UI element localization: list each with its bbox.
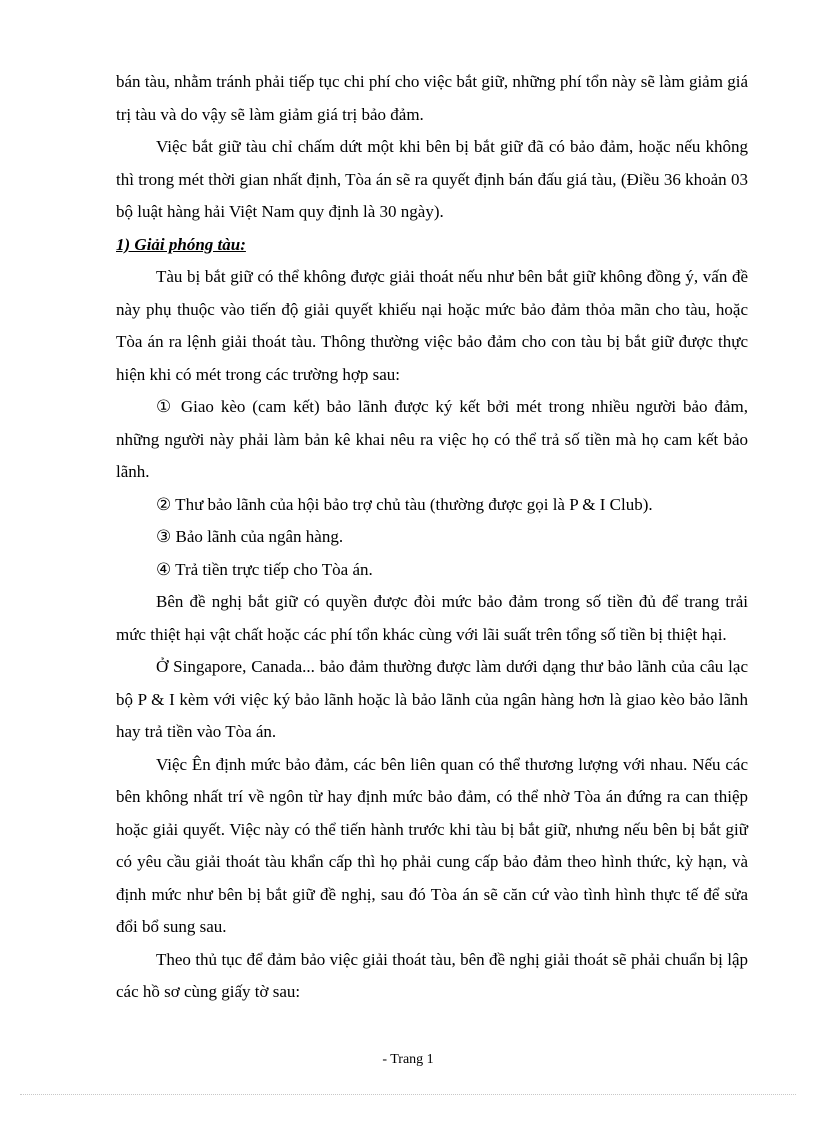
page-footer: - Trang 1 bbox=[382, 1052, 434, 1067]
section-heading-release: 1) Giải phóng tàu: bbox=[116, 234, 246, 254]
paragraph-release: Tàu bị bắt giữ có thể không được giải thoát nếu như bên bắt giữ không đồng ý, vấn đề này phụ thuộc vào tiến độ giải quyết khiếu nại hoặc mức bảo đảm thỏa mãn cho tàu, hoặc Tòa án ra lệnh giải thoát tàu. Thông thường việc bảo đảm cho con tàu bị bắt giữ được thực hiện khi có mét trong các trường hợp sau: bbox=[116, 267, 748, 384]
list-item-court-payment: ④ Trả tiền trực tiếp cho Tòa án. bbox=[156, 559, 373, 579]
paragraph-singapore-canada: Ở Singapore, Canada... bảo đảm thường được làm dưới dạng thư bảo lãnh của câu lạc bộ P & I kèm với việc ký bảo lãnh hoặc là bảo lãnh của ngân hàng hơn là giao kèo bảo lãnh hay trả tiền vào Tòa án. bbox=[116, 657, 748, 741]
document-body bbox=[116, 66, 748, 1009]
paragraph-end-of-arrest: Việc bắt giữ tàu chỉ chấm dứt một khi bên bị bắt giữ đã có bảo đảm, hoặc nếu không thì trong mét thời gian nhất định, Tòa án sẽ ra quyết định bán đấu giá tàu, (Điều 36 khoản 03 bộ luật hàng hải Việt Nam quy định là 30 ngày). bbox=[116, 137, 748, 221]
paragraph-fixing-security: Việc Ên định mức bảo đảm, các bên liên quan có thể thương lượng với nhau. Nếu các bên không nhất trí về ngôn từ hay định mức bảo đảm, có thể nhờ Tòa án đứng ra can thiệp hoặc giải quyết. Việc này có thể tiến hành trước khi tàu bị bắt giữ, nhưng nếu bên bị bắt giữ có yêu cầu giải thoát tàu khẩn cấp thì họ phải cung cấp bảo đảm theo hình thức, kỳ hạn, và định mức như bên bị bắt giữ đề nghị, sau đó Tòa án sẽ căn cứ vào tình hình thực tế để sửa đổi bổ sung sau. bbox=[116, 754, 748, 936]
list-item-pi-club-letter: ② Thư bảo lãnh của hội bảo trợ chủ tàu (thường được gọi là P & I Club). bbox=[156, 494, 653, 514]
list-item-bank-guarantee: ③ Bảo lãnh của ngân hàng. bbox=[156, 527, 344, 546]
page-divider bbox=[20, 1094, 796, 1095]
paragraph-continuation: bán tàu, nhằm tránh phải tiếp tục chi phí cho việc bắt giữ, những phí tổn này sẽ làm giảm giá trị tàu và do vậy sẽ làm giảm giá trị bảo đảm. bbox=[116, 72, 748, 124]
paragraph-claim-amount: Bên đề nghị bắt giữ có quyền được đòi mức bảo đảm trong số tiền đủ để trang trải mức thiệt hại vật chất hoặc các phí tổn khác cùng với lãi suất trên tổng số tiền bị thiệt hại. bbox=[116, 592, 748, 644]
paragraph-procedure: Theo thủ tục để đảm bảo việc giải thoát tàu, bên đề nghị giải thoát sẽ phải chuẩn bị lập các hồ sơ cùng giấy tờ sau: bbox=[116, 949, 748, 1001]
list-item-guarantee-bond: ① Giao kèo (cam kết) bảo lãnh được ký kết bởi mét trong nhiều người bảo đảm, những người này phải làm bản kê khai nêu ra việc họ có thể trả số tiền mà họ cam kết bảo lãnh. bbox=[116, 397, 748, 481]
